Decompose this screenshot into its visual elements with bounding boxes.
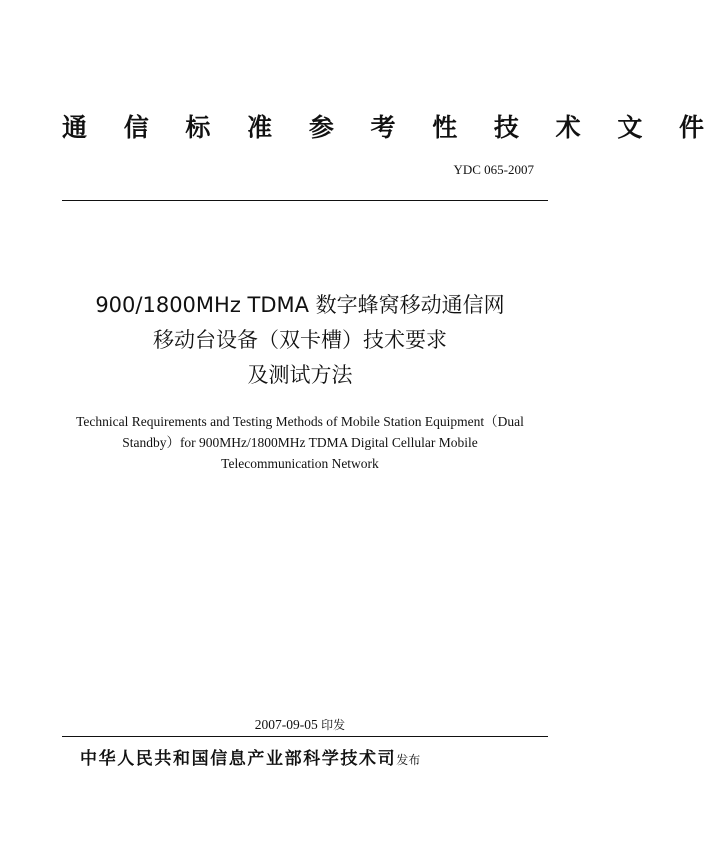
- publisher-line: [80, 744, 420, 769]
- publish-label: 发布: [396, 753, 421, 767]
- english-title-line-2: Standby）for 900MHz/1800MHz TDMA Digital Cellular Mobile: [122, 435, 478, 450]
- chinese-title: [40, 288, 560, 393]
- series-title: 通 信 标 准 参 考 性 技 术 文 件: [62, 113, 718, 142]
- chinese-title-line-1: 900/1800MHz TDMA 数字蜂窝移动通信网: [95, 293, 505, 317]
- top-divider: [62, 200, 548, 201]
- document-code: YDC 065-2007: [453, 162, 534, 177]
- english-title: [50, 411, 550, 474]
- print-date-line: [0, 716, 600, 733]
- print-label: 印发: [321, 718, 346, 732]
- english-title-line-1: Technical Requirements and Testing Methods of Mobile Station Equipment（Dual: [76, 414, 524, 429]
- chinese-title-line-3: 及测试方法: [247, 363, 353, 387]
- bottom-divider: [62, 736, 548, 737]
- english-title-line-3: Telecommunication Network: [221, 456, 379, 471]
- publisher-name: 中华人民共和国信息产业部科学技术司: [80, 749, 397, 769]
- chinese-title-line-2: 移动台设备（双卡槽）技术要求: [153, 328, 447, 352]
- print-date: 2007-09-05: [254, 717, 318, 732]
